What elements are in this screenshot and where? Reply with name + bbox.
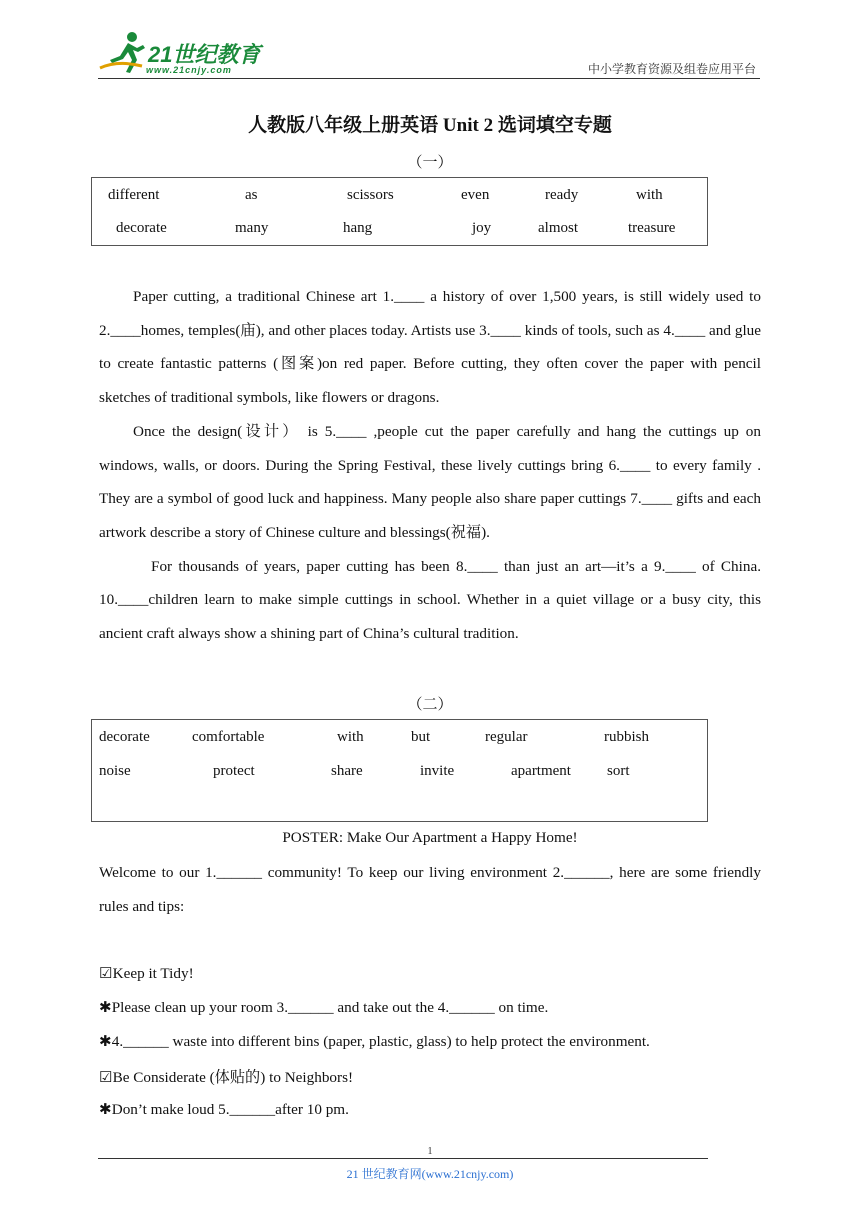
footer-link[interactable]: 21 世纪教育网(www.21cnjy.com) bbox=[346, 1167, 514, 1181]
word-bank-item: decorate bbox=[99, 729, 150, 745]
word-bank-item: even bbox=[461, 187, 490, 203]
footer-divider bbox=[98, 1158, 708, 1159]
logo-text: 21世纪教育 bbox=[148, 42, 261, 67]
logo-url: www.21cnjy.com bbox=[146, 65, 232, 75]
word-bank-item: rubbish bbox=[604, 729, 649, 745]
rule-item: ✱Please clean up your room 3.______ and take out the 4.______ on time. bbox=[99, 999, 549, 1016]
word-bank-item: but bbox=[411, 729, 431, 745]
rule-heading: ☑Be Considerate (体贴的) to Neighbors! bbox=[99, 1069, 354, 1086]
passage-1 bbox=[99, 280, 761, 651]
word-bank-item: share bbox=[331, 763, 363, 779]
word-bank-item: as bbox=[245, 187, 258, 203]
word-bank-item: scissors bbox=[347, 187, 394, 203]
word-bank-item: joy bbox=[472, 220, 492, 236]
word-bank-item: regular bbox=[485, 729, 528, 745]
word-bank-item: apartment bbox=[511, 763, 571, 779]
word-bank-1 bbox=[91, 177, 708, 246]
word-bank-item: almost bbox=[538, 220, 578, 236]
section-2-label: （二） bbox=[407, 697, 453, 713]
word-bank-item: with bbox=[636, 187, 663, 203]
word-bank-item: protect bbox=[213, 763, 255, 779]
word-bank-item: invite bbox=[420, 763, 455, 779]
word-bank-2 bbox=[91, 719, 708, 822]
page-title: 人教版八年级上册英语 Unit 2 选词填空专题 bbox=[248, 115, 612, 136]
word-bank-item: many bbox=[235, 220, 269, 236]
poster-intro bbox=[99, 856, 761, 923]
rule-item: ✱Don’t make loud 5.______after 10 pm. bbox=[99, 1101, 349, 1118]
platform-tagline: 中小学教育资源及组卷应用平台 bbox=[587, 62, 756, 76]
page-number: 1 bbox=[427, 1146, 433, 1157]
word-bank-item: noise bbox=[99, 763, 131, 779]
poster-title: POSTER: Make Our Apartment a Happy Home! bbox=[282, 829, 578, 846]
passage-paragraph: Once the design(设计） is 5.____ ,people cut the paper carefully and hang the cuttings up on windows, walls, or doors. During the Spring Festival, these lively cuttings bring 6.____ to every family . They are a symbol of good luck and happiness. Many people also share paper cuttings 7.____ gifts and each artwork describe a story of Chinese culture and blessings(祝福). bbox=[99, 422, 761, 541]
word-bank-item: sort bbox=[607, 763, 630, 779]
word-bank-item: different bbox=[108, 187, 160, 203]
section-1-label: （一） bbox=[407, 155, 453, 171]
word-bank-item: comfortable bbox=[192, 729, 265, 745]
word-bank-item: ready bbox=[545, 187, 579, 203]
rule-heading: ☑Keep it Tidy! bbox=[99, 965, 194, 982]
poster-intro-text: Welcome to our 1.______ community! To keep our living environment 2.______, here are some friendly rules and tips: bbox=[99, 864, 761, 915]
passage-paragraph: Paper cutting, a traditional Chinese art 1.____ a history of over 1,500 years, is still widely used to 2.____homes, temples(庙), and other places today. Artists use 3.____ kinds of tools, such as 4.____ and glue to create fantastic patterns (图案)on red paper. Before cutting, they often cover the paper with pencil sketches of traditional symbols, like flowers or dragons. bbox=[99, 288, 761, 407]
word-bank-item: decorate bbox=[116, 220, 167, 236]
rule-item: ✱4.______ waste into different bins (paper, plastic, glass) to help protect the environment. bbox=[99, 1033, 650, 1050]
header-divider bbox=[98, 78, 760, 79]
word-bank-item: treasure bbox=[628, 220, 676, 236]
word-bank-item: hang bbox=[343, 220, 373, 236]
passage-paragraph: For thousands of years, paper cutting has been 8.____ than just an art—it’s a 9.____ of China. 10.____children learn to make simple cuttings in school. Whether in a quiet village or a busy city, this ancient craft always show a shining part of China’s cultural tradition. bbox=[99, 557, 761, 643]
word-bank-item: with bbox=[337, 729, 364, 745]
